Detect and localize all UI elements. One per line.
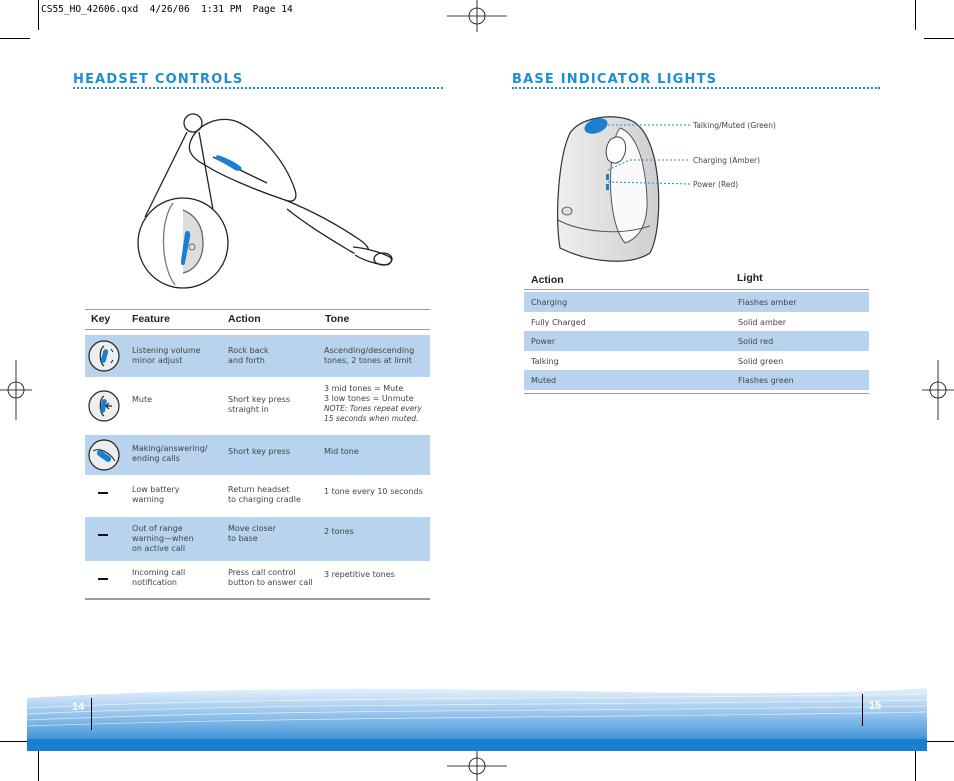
row-action: Charging xyxy=(531,298,568,307)
table-row xyxy=(524,351,869,371)
dash-icon xyxy=(98,534,108,536)
title-divider xyxy=(73,87,443,89)
row-action: Muted xyxy=(531,376,557,385)
row-light: Flashes amber xyxy=(738,298,797,307)
page-number-right: 15 xyxy=(869,700,882,712)
file-slug: CS55_HO_42606.qxd 4/26/06 1:31 PM Page 14 xyxy=(41,4,293,15)
callout-charging: Charging (Amber) xyxy=(693,156,761,165)
call-button-icon xyxy=(88,439,120,471)
action-line: Move closer xyxy=(228,524,276,533)
mute-note: NOTE: Tones repeat every 15 seconds when muted. xyxy=(324,404,422,423)
mute-press-icon xyxy=(88,390,120,422)
volume-rocker-icon xyxy=(88,340,120,372)
table-row xyxy=(85,517,430,561)
footer-mark-right xyxy=(862,694,863,726)
feature-line: Incoming call xyxy=(132,568,186,577)
table-row xyxy=(85,475,430,517)
table-header xyxy=(85,309,430,330)
feature-line: notification xyxy=(132,578,177,587)
footer-mark-left xyxy=(91,698,92,730)
feature-line: Low battery xyxy=(132,485,180,494)
action-line: Press call control xyxy=(228,568,296,577)
page-number-left: 14 xyxy=(72,701,85,713)
headset-controls-table xyxy=(85,309,430,600)
table-row xyxy=(85,335,430,377)
callout-talking-muted: Talking/Muted (Green) xyxy=(693,121,776,130)
callout-power: Power (Red) xyxy=(693,180,739,189)
header-feature: Feature xyxy=(132,313,170,325)
callout-leaders xyxy=(600,120,695,190)
dash-icon xyxy=(98,578,108,580)
tone-line: 1 tone every 10 seconds xyxy=(324,487,423,496)
action-line: and forth xyxy=(228,356,265,365)
headset-controls-title: HEADSET CONTROLS xyxy=(73,72,244,87)
feature-line: warning xyxy=(132,495,165,504)
header-light: Light xyxy=(737,272,763,284)
table-row xyxy=(524,331,869,351)
action-line: straight in xyxy=(228,405,269,414)
table-row xyxy=(85,561,430,600)
row-light: Solid green xyxy=(738,356,784,366)
header-action: Action xyxy=(531,274,564,286)
table-row xyxy=(85,435,430,475)
feature-line: minor adjust xyxy=(132,356,183,365)
header-key: Key xyxy=(91,313,111,325)
action-line: Short key press xyxy=(228,395,291,404)
table-row xyxy=(85,377,430,435)
feature-line: Mute xyxy=(132,395,153,404)
row-light: Solid amber xyxy=(738,317,787,327)
action-line: Short key press xyxy=(228,447,291,456)
tone-line: 3 mid tones = Mute xyxy=(324,384,404,393)
header-action: Action xyxy=(228,313,261,325)
tone-line: Mid tone xyxy=(324,447,359,456)
dash-icon xyxy=(98,492,108,494)
table-row xyxy=(524,370,869,390)
action-line: Return headset xyxy=(228,485,290,494)
feature-line: on active call xyxy=(132,544,186,553)
tone-line: 2 tones xyxy=(324,527,354,536)
tone-line: Ascending/descending xyxy=(324,346,415,355)
table-bottom-rule xyxy=(524,393,869,394)
feature-line: warning—when xyxy=(132,534,194,543)
feature-line: Out of range xyxy=(132,524,183,533)
action-line: button to answer call xyxy=(228,578,313,587)
row-action: Fully Charged xyxy=(531,317,586,327)
base-lights-table xyxy=(524,272,869,394)
table-row xyxy=(524,312,869,332)
row-action: Power xyxy=(531,337,556,346)
tone-line: tones, 2 tones at limit xyxy=(324,356,412,365)
action-line: to base xyxy=(228,534,258,543)
table-header xyxy=(524,272,869,289)
action-line: to charging cradle xyxy=(228,495,301,504)
table-row xyxy=(524,292,869,312)
feature-line: ending calls xyxy=(132,454,180,463)
base-indicator-lights-title: BASE INDICATOR LIGHTS xyxy=(512,72,718,87)
footer-wave-band xyxy=(27,686,927,751)
headset-illustration xyxy=(135,105,400,290)
header-tone: Tone xyxy=(325,313,350,325)
action-line: Rock back xyxy=(228,346,269,355)
row-light: Flashes green xyxy=(738,376,794,385)
tone-line: 3 repetitive tones xyxy=(324,570,395,579)
title-divider xyxy=(512,87,880,89)
row-action: Talking xyxy=(531,356,559,366)
feature-line: Making/answering/ xyxy=(132,444,208,453)
tone-line: 3 low tones = Unmute xyxy=(324,394,414,403)
row-light: Solid red xyxy=(738,337,774,346)
feature-line: Listening volume xyxy=(132,346,201,355)
